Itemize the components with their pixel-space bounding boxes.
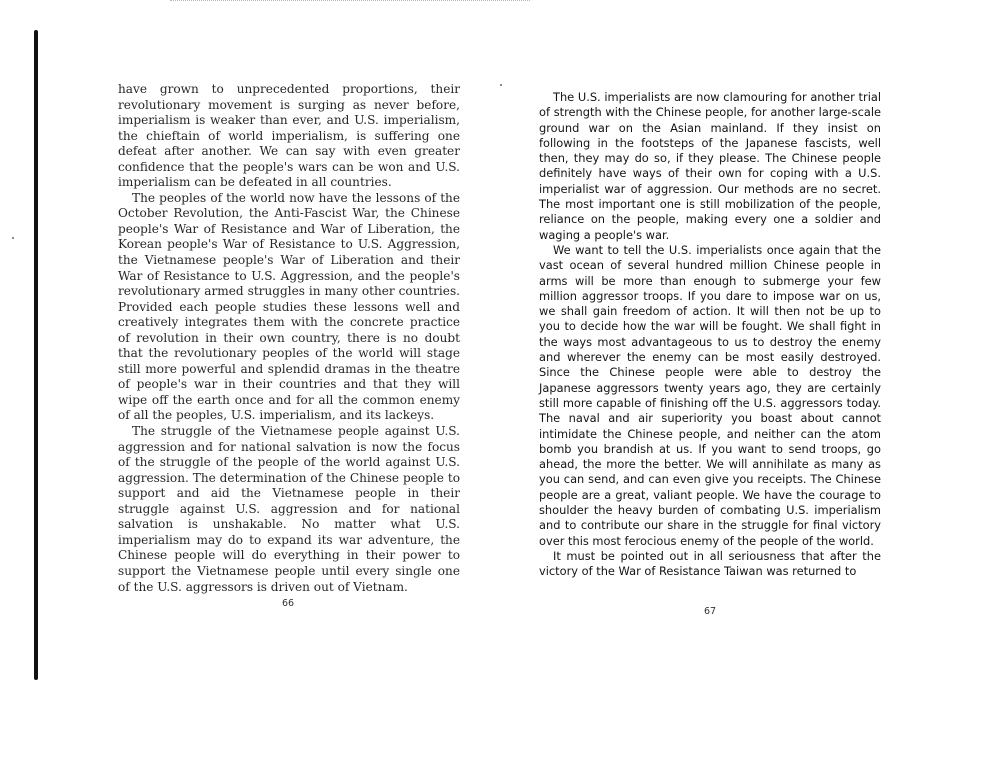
- right-page: [539, 90, 881, 580]
- left-page-number: 66: [282, 598, 295, 609]
- left-paragraph-1: have grown to unprecedented proportions, their revolutionary movement is surging as never before, imperialism is weaker than ever, and U.S. imperialism, the chieftain of world imperialism, is suffering one defeat after another. We can say with even greater confidence that the people's wars can be won and U.S. imperialism can be defeated in all countries.: [118, 82, 460, 190]
- scan-speck: [500, 84, 502, 86]
- right-page-number: 67: [704, 606, 717, 617]
- right-paragraph-1: The U.S. imperialists are now clamouring for another trial of strength with the Chinese people, for another large-scale ground war on the Asian mainland. If they insist on following in the footsteps of the Japanese fascists, well then, they may do so, if they please. The Chinese people definitely have ways of their own for coping with a U.S. imperialist war of aggression. Our methods are no secret. The most important one is still mobilization of the people, reliance on the people, making every one a soldier and waging a people's war.: [539, 90, 881, 242]
- book-binding-edge: [34, 30, 38, 680]
- left-paragraph-3: The struggle of the Vietnamese people against U.S. aggression and for national salvation is now the focus of the struggle of the people of the world against U.S. aggression. The determination of the Chinese people to support and aid the Vietnamese people in their struggle against U.S. aggression and for national salvation is unshakable. No matter what U.S. imperialism may do to expand its war adventure, the Chinese people will do everything in their power to support the Vietnamese people until every single one of the U.S. aggressors is driven out of Vietnam.: [118, 424, 460, 594]
- right-paragraph-2: We want to tell the U.S. imperialists once again that the vast ocean of several hundred million Chinese people in arms will be more than enough to submerge your few million aggressor troops. If you dare to impose war on us, we shall gain freedom of action. It will then not be up to you to decide how the war will be fought. We shall fight in the ways most advantageous to us to destroy the enemy and wherever the enemy can be most easily destroyed. Since the Chinese people were able to destroy the Japanese aggressors twenty years ago, they are certainly still more capable of finishing off the U.S. aggressors today. The naval and air superiority you boast about cannot intimidate the Chinese people, and neither can the atom bomb you brandish at us. If you want to send troops, go ahead, the more the better. We will annihilate as many as you can send, and can even give you receipts. The Chinese people are a great, valiant people. We have the courage to shoulder the heavy burden of combating U.S. imperialism and to contribute our share in the struggle for final victory over this most ferocious enemy of the people of the world.: [539, 242, 881, 548]
- left-page: [118, 82, 460, 595]
- scan-top-artifact: [170, 0, 530, 7]
- left-paragraph-2: The peoples of the world now have the lessons of the October Revolution, the Anti-Fascist War, the Chinese people's War of Resistance and War of Liberation, the Korean people's War of Resistance to U.S. Aggression, the Vietnamese people's War of Liberation and their War of Resistance to U.S. Aggression, and the people's revolutionary armed struggles in many other countries. Provided each people studies these lessons well and creatively integrates them with the concrete practice of revolution in their own country, there is no doubt that the revolutionary peoples of the world will stage still more powerful and splendid dramas in the theatre of people's war in their countries and that they will wipe off the earth once and for all the common enemy of all the peoples, U.S. imperialism, and its lackeys.: [118, 190, 460, 423]
- scan-speck: [12, 237, 14, 239]
- right-paragraph-3: It must be pointed out in all seriousness that after the victory of the War of Resistance Taiwan was returned to: [539, 548, 881, 579]
